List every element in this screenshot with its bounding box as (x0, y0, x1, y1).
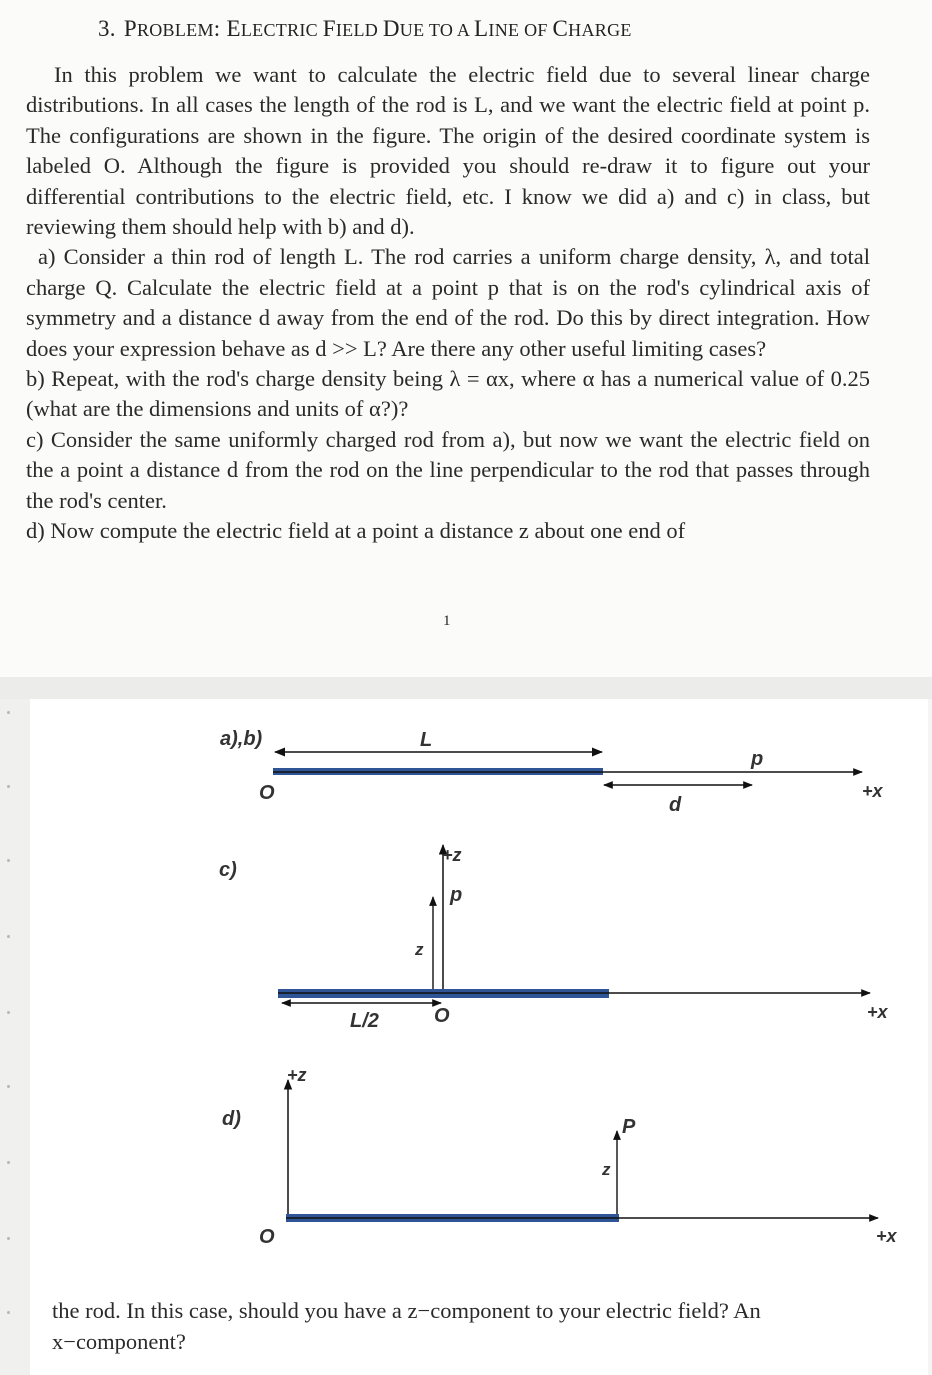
part-a-paragraph: a) Consider a thin rod of length L. The rod carries a uniform charge density, λ, and total charge Q. Calculate the electric field at a point p that is on the rod's cylindrical axis of symmetry and a distance d away from the end of the rod. Do this by direct integration. How does your expression behave as d >> L? Are there any other useful limiting cases? (26, 244, 870, 361)
figure-d (222, 1065, 898, 1248)
heading-part: L (474, 16, 489, 41)
part-b-paragraph: b) Repeat, with the rod's charge density being λ = αx, where α has a numerical value of 0.25 (what are the dimensions and units of α?)? (26, 366, 870, 422)
part-d-paragraph-end: the rod. In this case, should you have a z−component to your electric field? An x−component? (52, 1298, 761, 1354)
x-axis-label: +x (876, 1226, 897, 1246)
z-axis-label: +z (287, 1065, 307, 1085)
part-c-paragraph: c) Consider the same uniformly charged rod from a), but now we want the electric field on the a point a distance d from the rod on the line perpendicular to the rod that passes through the rod's center. (26, 426, 870, 513)
point-label: p (751, 748, 764, 770)
heading-part: F (322, 16, 336, 41)
heading-part: E (226, 16, 241, 41)
origin-label: O (259, 782, 275, 804)
page-number: 1 (443, 613, 451, 629)
distance-label: z (602, 1160, 611, 1179)
heading-part: UE TO A (399, 20, 475, 40)
intro-paragraph: In this problem we want to calculate the electric field due to several linear charge distributions. In all cases the length of the rod is L, and we want the electric field at point p. The configurations are shown in the figure. The origin of the desired coordinate system is labeled O. Although the figure is provided you should re-draw it to figure out your differential contributions to the electric field, etc. I know we did a) and c) in class, but reviewing them should help with b) and d). (26, 62, 870, 240)
point-label: P (622, 1116, 636, 1138)
origin-label: O (434, 1005, 450, 1027)
origin-label: O (259, 1226, 275, 1248)
half-length-label: L/2 (350, 1010, 379, 1032)
heading-part: IELD (335, 20, 383, 40)
heading-part: HARGE (568, 20, 632, 40)
length-label: L (420, 729, 433, 751)
heading-part: : (213, 16, 227, 41)
figure-d-tag: d) (222, 1108, 241, 1130)
figure-ab-tag: a),b) (220, 728, 263, 750)
heading-part: LECTRIC (240, 20, 323, 40)
point-label: p (450, 884, 463, 906)
distance-label: d (669, 794, 682, 816)
problem-number: 3. (98, 16, 116, 41)
figure-c-tag: c) (219, 859, 237, 881)
part-d-continuation (52, 1295, 892, 1357)
part-d-paragraph-start: d) Now compute the electric field at a point a distance z about one end of (26, 518, 686, 544)
heading-part: C (552, 16, 569, 41)
figure-c (219, 845, 889, 1032)
z-axis-label: +z (442, 845, 462, 865)
figure-ab (220, 728, 884, 816)
heading-part: P (123, 16, 137, 41)
x-axis-label: +x (862, 781, 883, 801)
heading-part: ROBLEM (136, 20, 214, 40)
heading-part: INE OF (488, 20, 553, 40)
distance-label: z (415, 940, 424, 959)
heading-part: D (382, 16, 400, 41)
x-axis-label: +x (867, 1002, 888, 1022)
